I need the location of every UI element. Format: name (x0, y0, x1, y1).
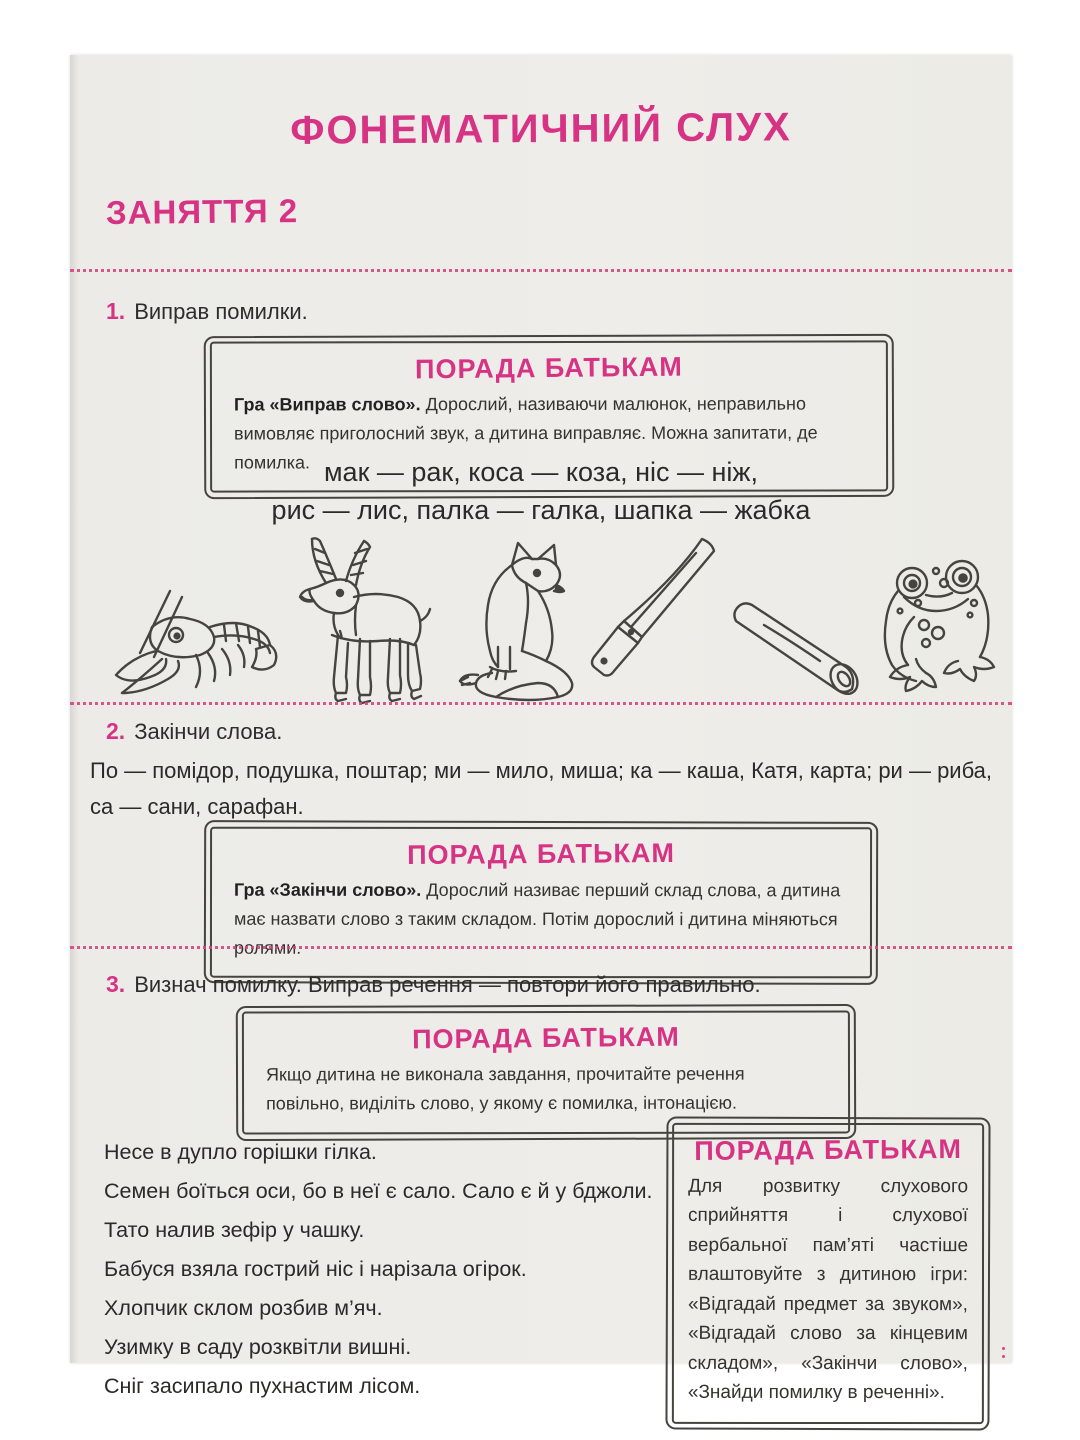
workbook-page (70, 55, 1012, 1404)
task3-tip-body: Якщо дитина не виконала завдання, прочитайте речення повільно, виділіть слово, у якому є помилка, інтонацією. (265, 1063, 745, 1114)
task1-number: 1. (106, 298, 126, 324)
sentence-line: Семен боїться оси, бо в неї є сало. Сало є й у бджоли. (104, 1179, 653, 1203)
sentence-line: Бабуся взяла гострий ніс і нарізала огірок. (104, 1257, 527, 1281)
sentence-line: Хлопчик склом розбив м’яч. (104, 1296, 383, 1320)
section-divider (70, 702, 1012, 705)
task3-instruction: Визнач помилку. Виправ речення — повтори його правильно. (134, 972, 761, 997)
task3-side-tip-box (665, 1116, 990, 1430)
task3-tip-box-inner (242, 1010, 850, 1134)
task1-tip-lead: Гра «Виправ слово». (233, 394, 421, 415)
task1-heading (106, 298, 308, 325)
page-title: ФОНЕМАТИЧНИЙ СЛУХ (290, 105, 792, 153)
task2-number: 2. (106, 718, 126, 744)
task3-number: 3. (106, 971, 126, 997)
task3-side-tip-title: ПОРАДА БАТЬКАМ (694, 1133, 963, 1167)
word-pairs-line2: рис — лис, палка — галка, шапка — жабка (271, 495, 811, 525)
task2-tip-box (204, 820, 878, 985)
task2-tip-body: Дорослий називає перший склад слова, а дитина має назвати слово з таким складом. Потім дорослий і дитина міняються ролями. (233, 879, 841, 958)
task2-instruction: Закінчи слова. (134, 719, 283, 744)
task3-sentences (104, 1133, 653, 1406)
knife-icon (584, 533, 724, 705)
lesson-title: ЗАНЯТТЯ 2 (105, 191, 299, 232)
section-divider (70, 946, 1012, 949)
goat-icon (282, 527, 434, 705)
task2-tip-lead: Гра «Закінчи слово». (234, 879, 422, 900)
page-corner-dots (1002, 1347, 1006, 1359)
fox-icon (434, 535, 584, 705)
task1-tip-body: Дорослий, називаючи малюнок, неправильно вимовляє приголосний звук, а дитина виправляє. Можна запитати, де помилка. (234, 393, 818, 473)
section-divider (70, 269, 1012, 272)
task1-tip-title: ПОРАДА БАТЬКАМ (414, 351, 683, 385)
sentence-line: Узимку в саду розквітли вишні. (104, 1335, 412, 1359)
task2-tip-title: ПОРАДА БАТЬКАМ (407, 837, 675, 871)
task1-pictures (92, 523, 990, 705)
sentence-line: Несе в дупло горішки гілка. (104, 1140, 377, 1164)
sentence-line: Тато налив зефір у чашку. (104, 1218, 365, 1242)
task2-heading (106, 718, 282, 745)
stick-icon (724, 585, 874, 705)
crayfish-icon (92, 575, 282, 705)
task2-tip-box-inner (210, 827, 872, 979)
task1-instruction: Виправ помилки. (134, 299, 308, 324)
task2-tip-text (234, 876, 848, 963)
frog-icon (874, 555, 996, 705)
task3-side-tip-box-inner (672, 1123, 984, 1424)
word-pairs-line1: мак — рак, коса — коза, ніс — ніж, (323, 457, 758, 487)
task2-words: По — помідор, подушка, поштар; ми — мило, миша; ка — каша, Катя, карта; ри — риба, са — сани, сарафан. (90, 758, 993, 819)
task3-heading (106, 971, 761, 998)
task3-tip-title: ПОРАДА БАТЬКАМ (411, 1021, 680, 1055)
task3-side-tip-body: Для розвитку слухового сприйняття і слухової вербальної пам’яті частіше влаштовуйте з дитиною ігри: «Відгадай предмет за звуком», «Відгадай слово за кінцевим складом», «Закінчи слово», «Знайди помилку в реченні». (687, 1175, 969, 1404)
sentence-line: Сніг засипало пухнастим лісом. (104, 1374, 421, 1398)
